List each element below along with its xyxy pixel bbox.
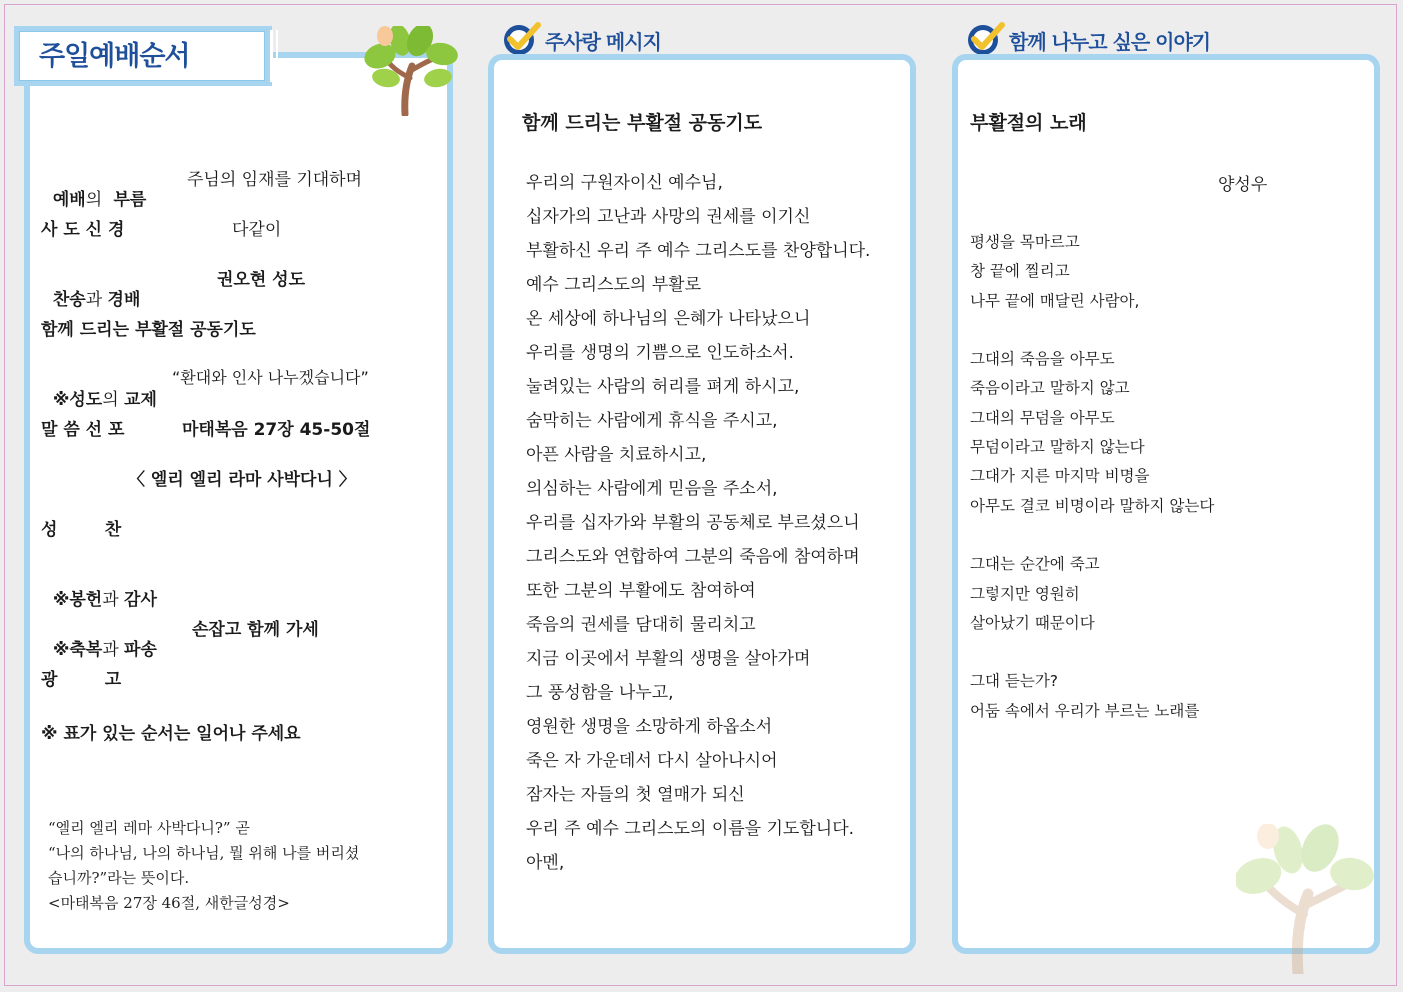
quote-line: <마태복음 27장 46절, 새한글성경> (48, 894, 290, 912)
worship-order-title: 주일예배순서 (39, 41, 190, 72)
prayer-line: 아픈 사람을 치료하시고, (526, 445, 707, 465)
order-row-creed: 사 도 신 경 (41, 220, 125, 240)
poem-author: 양성우 (1218, 175, 1268, 195)
prayer-line: 아멘, (526, 853, 565, 873)
tree-icon (1236, 824, 1376, 974)
quote-line: “엘리 엘리 레마 사박다니?” 곧 (48, 819, 250, 837)
prayer-line: 지금 이곳에서 부활의 생명을 살아가며 (526, 649, 811, 669)
order-value-praise: 권오현 성도 (217, 270, 306, 290)
order-value-creed: 다같이 (232, 220, 282, 240)
prayer-line: 부활하신 우리 주 예수 그리스도를 찬양합니다. (526, 241, 871, 261)
standing-note: ※ 표가 있는 순서는 일어나 주세요 (41, 724, 301, 744)
poem-line: 그대 듣는가? (970, 672, 1059, 691)
order-row-prayer: 함께 드리는 부활절 공동기도 (41, 320, 256, 340)
poem-line: 창 끝에 찔리고 (970, 262, 1070, 281)
order-value-benediction: 손잡고 함께 가세 (192, 620, 319, 640)
poem-line: 무덤이라고 말하지 않는다 (970, 438, 1145, 457)
prayer-line: 우리를 생명의 기쁨으로 인도하소서. (526, 343, 794, 363)
poem-title: 부활절의 노래 (970, 112, 1087, 134)
poem-line: 그대의 죽음을 아무도 (970, 350, 1115, 369)
order-row-communion: 성 찬 (41, 520, 122, 540)
poem-line (970, 521, 1214, 550)
poem-line: 어둠 속에서 우리가 부르는 노래를 (970, 701, 1200, 720)
prayer-line: 영원한 생명을 소망하게 하옵소서 (526, 717, 773, 737)
prayer-line: 눌려있는 사람의 허리를 펴게 하시고, (526, 377, 800, 397)
poem-line: 살아났기 때문이다 (970, 613, 1095, 632)
poem-line: 아무도 결코 비명이라 말하지 않는다 (970, 496, 1215, 515)
prayer-line: 온 세상에 하나님의 은혜가 나타났으니 (526, 309, 811, 329)
prayer-text (526, 166, 870, 880)
order-value-fellowship: “환대와 인사 나누겠습니다” (172, 368, 369, 387)
poem-line: 그대가 지른 마지막 비명을 (970, 467, 1150, 486)
story-header: 함께 나누고 싶은 이야기 (1009, 30, 1211, 54)
poem-line: 그대의 무덤을 아무도 (970, 408, 1115, 427)
prayer-line: 죽은 자 가운데서 다시 살아나시어 (526, 751, 778, 771)
order-row-fellowship: ※성도의 교제 (52, 390, 157, 410)
tree-icon (360, 26, 460, 116)
sermon-title: 〈 엘리 엘리 라마 사박다니 〉 (128, 470, 356, 490)
poem-text (970, 228, 1214, 726)
prayer-line: 우리의 구원자이신 예수님, (526, 173, 723, 193)
prayer-line: 십자가의 고난과 사망의 권세를 이기신 (526, 207, 811, 227)
worship-order-title-tab (14, 26, 272, 86)
poem-line: 평생을 목마르고 (970, 233, 1080, 251)
poem-line: 죽음이라고 말하지 않고 (970, 379, 1130, 398)
prayer-line: 숨막히는 사람에게 휴식을 주시고, (526, 411, 778, 431)
poem-line: 나무 끝에 매달린 사람아, (970, 291, 1140, 310)
order-value-call: 주님의 임재를 기대하며 (187, 170, 363, 190)
order-row-offering: ※봉헌과 감사 (52, 590, 157, 610)
prayer-line: 의심하는 사람에게 믿음을 주소서, (526, 479, 778, 499)
prayer-line: 또한 그분의 부활에도 참여하여 (526, 581, 756, 601)
poem-line (970, 316, 1214, 345)
order-row-sermon: 말 씀 선 포 (41, 420, 125, 440)
prayer-line: 죽음의 권세를 담대히 물리치고 (526, 615, 756, 635)
quote-line: “나의 하나님, 나의 하나님, 뭘 위해 나를 버리셨 (48, 844, 360, 862)
prayer-line: 그리스도와 연합하여 그분의 죽음에 참여하며 (526, 547, 860, 567)
order-row-announcements: 광 고 (41, 670, 122, 690)
order-row-benediction: ※축복과 파송 (52, 640, 157, 660)
check-icon (502, 21, 542, 57)
message-header: 주사랑 메시지 (545, 30, 661, 54)
check-icon (966, 21, 1006, 57)
quote-line: 습니까?”라는 뜻이다. (48, 869, 190, 887)
scripture-quote (48, 816, 359, 916)
order-value-sermon: 마태복음 27장 45-50절 (182, 420, 371, 440)
prayer-line: 우리 주 예수 그리스도의 이름을 기도합니다. (526, 819, 855, 839)
order-row-call: 예배의 부름 (52, 190, 147, 210)
prayer-line: 우리를 십자가와 부활의 공동체로 부르셨으니 (526, 513, 860, 533)
prayer-line: 그 풍성함을 나누고, (526, 683, 674, 703)
prayer-line: 잠자는 자들의 첫 열매가 되신 (526, 785, 745, 805)
poem-line (970, 638, 1214, 667)
prayer-line: 예수 그리스도의 부활로 (526, 275, 702, 295)
order-row-praise: 찬송과 경배 (52, 290, 141, 310)
poem-line: 그대는 순간에 죽고 (970, 555, 1100, 574)
prayer-title: 함께 드리는 부활절 공동기도 (522, 112, 763, 134)
poem-line: 그렇지만 영원히 (970, 584, 1080, 603)
